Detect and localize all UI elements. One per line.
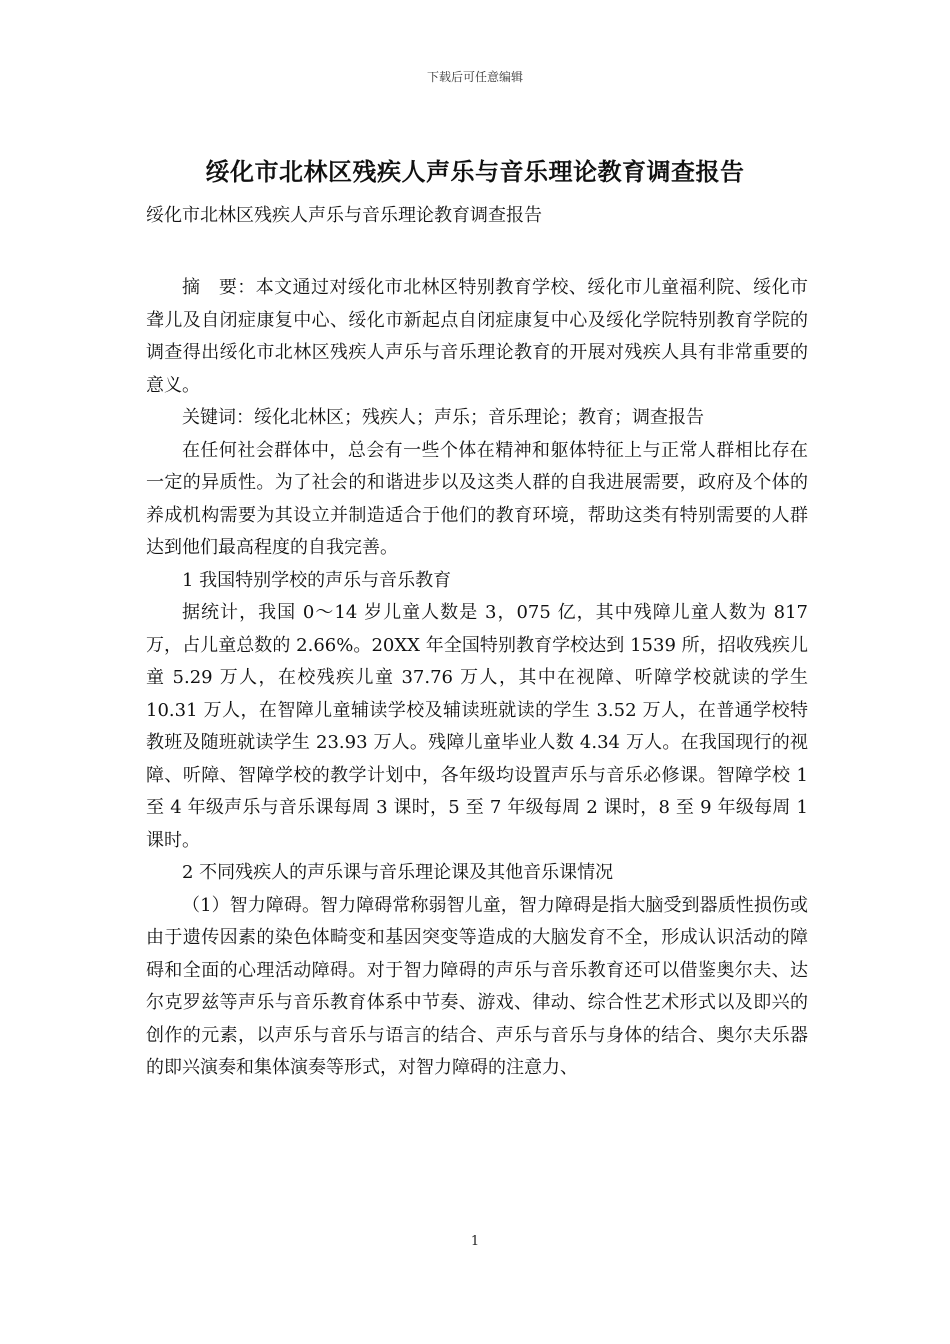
document-title: 绥化市北林区残疾人声乐与音乐理论教育调查报告 — [205, 157, 745, 186]
statistics-paragraph: 据统计，我国 0～14 岁儿童人数是 3，075 亿，其中残障儿童人数为 817 万，占儿童总数的 2.66%。20XX 年全国特别教育学校达到 1539 所，招收残疾儿童 5.29 万人，在校残疾儿童 37.76 万人，其中在视障、听障学校就读的学生 10.31 万人，在智障儿童辅读学校及辅读班就读的学生 3.52 万人，在普通学校特教班及随班就读学生 23.93 万人。残障儿童毕业人数 4.34 万人。在我国现行的视障、听障、智障学校的教学计划中，各年级均设置声乐与音乐必修课。智障学校 1 至 4 年级声乐与音乐课每周 3 课时，5 至 7 年级每周 2 课时，8 至 9 年级每周 1 课时。 — [146, 602, 808, 851]
intro-paragraph: 在任何社会群体中，总会有一些个体在精神和躯体特征上与正常人群相比存在一定的异质性。为了社会的和谐进步以及这类人群的自我进展需要，政府及个体的养成机构需要为其设立并制造适合于他们的教育环境，帮助这类有特别需要的人群达到他们最高程度的自我完善。 — [146, 439, 808, 558]
document-subtitle: 绥化市北林区残疾人声乐与音乐理论教育调查报告 — [146, 205, 542, 226]
section-heading-2: 2 不同残疾人的声乐课与音乐理论课及其他音乐课情况 — [182, 862, 614, 883]
intellectual-disability-paragraph: （1）智力障碍。智力障碍常称弱智儿童，智力障碍是指大脑受到器质性损伤或由于遗传因素的染色体畸变和基因突变等造成的大脑发育不全，形成认识活动的障碍和全面的心理活动障碍。对于智力障碍的声乐与音乐教育还可以借鉴奥尔夫、达尔克罗兹等声乐与音乐教育体系中节奏、游戏、律动、综合性艺术形式以及即兴的创作的元素，以声乐与音乐与语言的结合、声乐与音乐与身体的结合、奥尔夫乐器的即兴演奏和集体演奏等形式，对智力障碍的注意力、 — [146, 894, 808, 1078]
page-number: 1 — [470, 1234, 480, 1249]
section-heading-1: 1 我国特别学校的声乐与音乐教育 — [182, 569, 452, 591]
document-body — [146, 272, 808, 1085]
header-note: 下载后可任意编辑 — [426, 70, 523, 84]
keywords-paragraph: 关键词：绥化北林区；残疾人；声乐；音乐理论；教育；调查报告 — [182, 407, 704, 428]
abstract-paragraph: 摘 要：本文通过对绥化市北林区特别教育学校、绥化市儿童福利院、绥化市聋儿及自闭症康复中心、绥化市新起点自闭症康复中心及绥化学院特别教育学院的调查得出绥化市北林区残疾人声乐与音乐理论教育的开展对残疾人具有非常重要的意义。 — [146, 277, 808, 396]
